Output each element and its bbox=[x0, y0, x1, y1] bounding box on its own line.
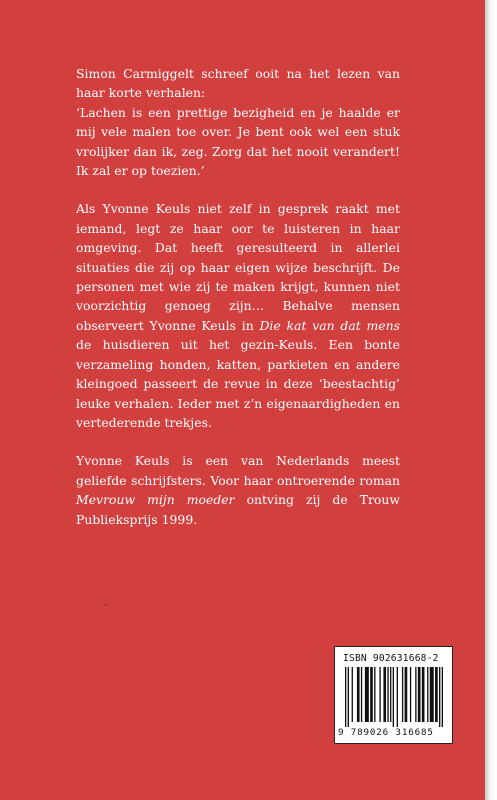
barcode-label bbox=[334, 646, 453, 744]
blurb-quote: ‘Lachen is een prettige bezigheid en je haalde er mij vele malen toe over. Je bent ook wel een stuk vrolijker dan ik, zeg. Zorg dat het nooit verandert! Ik zal er op toezien.’ bbox=[76, 104, 400, 179]
blurb-description-start: Als Yvonne Keuls niet zelf in gesprek raakt met iemand, legt ze haar oor te luisteren in haar omgeving. Dat heeft geresulteerd in allerlei situaties die zij op haar eigen wijze beschrijft. De personen met wie zij te maken krijgt, kunnen niet voorzichtig genoeg zijn… Behalve mensen observeert Yvonne Keuls in bbox=[76, 201, 400, 333]
blurb-text bbox=[76, 64, 400, 548]
author-bio-end: ontving zij de Trouw Publieksprijs 1999. bbox=[76, 492, 400, 527]
blurb-paragraph-author bbox=[76, 451, 400, 529]
barcode-digits: 9 789026 316685 bbox=[338, 727, 434, 738]
author-bio-start: Yvonne Keuls is een van Nederlands meest geliefde schrijfsters. Voor haar ontroerende roman bbox=[76, 453, 400, 488]
isbn-number: ISBN 902631668-2 bbox=[343, 653, 439, 664]
blurb-paragraph-description bbox=[76, 199, 400, 432]
page-edge bbox=[485, 0, 497, 800]
novel-title: Mevrouw mijn moeder bbox=[76, 492, 235, 508]
print-speck bbox=[104, 604, 107, 606]
blurb-description-end: de huisdieren uit het gezin-Keuls. Een bonte verzameling honden, katten, parkieten en andere kleingoed passeert de revue in deze ‘beestachtig’ leuke verhalen. Ieder met z’n eigenaardigheden en vertederende trekjes. bbox=[76, 337, 400, 430]
blurb-intro: Simon Carmiggelt schreef ooit na het lezen van haar korte verhalen: bbox=[76, 66, 400, 101]
blurb-paragraph-carmiggelt bbox=[76, 64, 400, 180]
book-title: Die kat van dat mens bbox=[259, 317, 400, 333]
barcode-bars bbox=[345, 667, 443, 727]
